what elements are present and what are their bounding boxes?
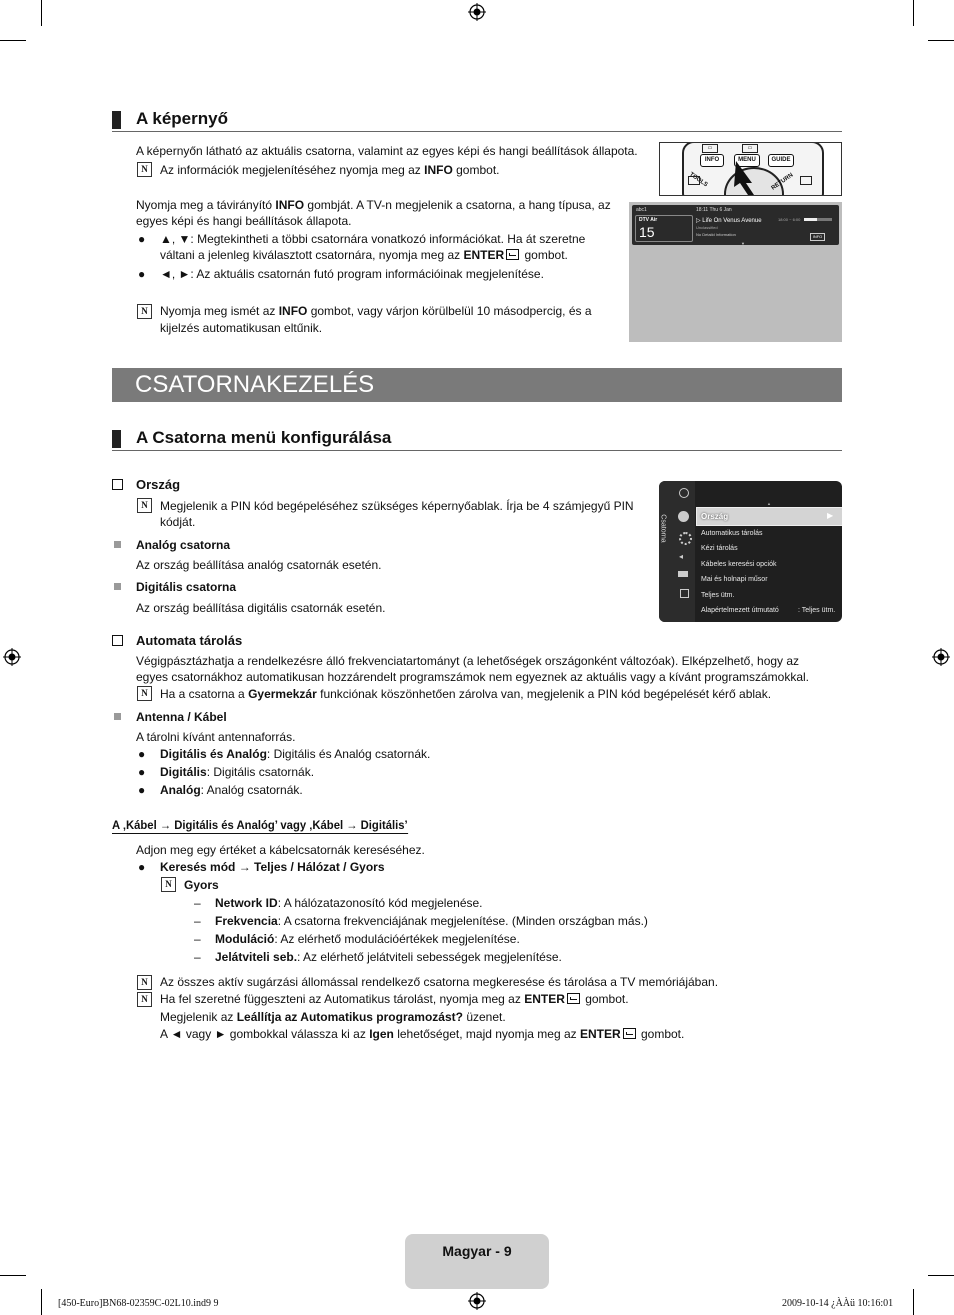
crop-mark (913, 0, 914, 26)
chapter-title: CSATORNAKEZELÉS (135, 371, 375, 398)
chevron-right-icon: ▶ (827, 511, 834, 520)
program-info: No Detaild Information (696, 232, 736, 237)
chevron-down-icon: ▼ (741, 241, 745, 246)
bullet-text: ◄, ►: Az aktuális csatornán futó program információinak megjelenítése. (160, 267, 544, 281)
enter-icon (567, 993, 580, 1004)
paragraph-line: egyes képi és hangi beállítások állapota. (136, 214, 352, 228)
support-icon (680, 589, 689, 598)
bullet-text: Digitális és Analóg: Digitális és Analóg csatornák. (160, 747, 431, 761)
registration-mark-icon (3, 648, 21, 666)
section-marker (112, 430, 121, 448)
bullet-icon: ● (138, 860, 146, 874)
intro-text: A képernyőn látható az aktuális csatorna, valamint az egyes képi és hangi beállítások állapota. (136, 144, 638, 158)
file-info: [450-Euro]BN68-02359C-02L10.ind9 9 (58, 1298, 219, 1309)
dash-text: Jelátviteli seb.: Az elérhető jelátviteli sebességek megjelenítése. (215, 950, 562, 964)
bullet-text: Keresés mód → Teljes / Hálózat / Gyors (160, 860, 385, 874)
enter-icon (623, 1028, 636, 1039)
bullet-icon: ● (138, 747, 146, 761)
square-bullet (114, 541, 121, 548)
time-range: 18:00 ~ 6:00 (778, 217, 801, 222)
input-icon: ◂ (679, 552, 684, 561)
note-text: Megjelenik az Leállítja az Automatikus programozást? üzenet. (160, 1010, 506, 1024)
menu-item-value: : Teljes ütm. (798, 607, 836, 614)
checkbox-bullet (112, 635, 123, 646)
bullet-text: Analóg: Analóg csatornák. (160, 783, 303, 797)
remote-menu-button: MENU (734, 154, 760, 167)
paragraph-line: egyes csatornákhoz automatikusan hozzárendelt programszámok nem egyeznek az aktuális vagy a kívánt programszámokkal. (136, 670, 810, 684)
note-icon: N (161, 877, 176, 892)
program-rating: Unclassified (696, 225, 718, 230)
section-rule (112, 450, 842, 451)
section-rule (112, 131, 842, 132)
note-icon: N (137, 686, 152, 701)
note-text: Gyors (184, 878, 219, 892)
menu-item-label: Ország (701, 512, 729, 521)
paragraph-line: Végigpásztázhatja a rendelkezésre álló frekvenciatartományt (a lehetőségek országonként változóak). Elképzelhető, hogy az (136, 654, 800, 668)
dash-text: Network ID: A hálózatazonosító kód megjelenése. (215, 896, 483, 910)
crop-mark (913, 1289, 914, 1315)
bullet-text: váltani a jelenleg kiválasztott csatornára, nyomja meg az ENTER gombot. (160, 248, 568, 262)
sound-icon (678, 511, 689, 522)
note-text: A ◄ vagy ► gombokkal válassza ki az Igen lehetőséget, majd nyomja meg az ENTER gombot. (160, 1027, 685, 1041)
menu-item-selected (696, 507, 842, 526)
bullet-icon: ● (138, 783, 146, 797)
note-icon: N (137, 162, 152, 177)
crop-mark (41, 1289, 42, 1315)
info-badge: INFO (810, 233, 825, 241)
registration-mark-icon (468, 1292, 486, 1310)
item-text: Az ország beállítása analóg csatornák esetén. (136, 558, 382, 572)
crop-mark (928, 40, 954, 41)
note-text: Az információk megjelenítéséhez nyomja meg az INFO gombot. (160, 163, 500, 177)
square-bullet (114, 713, 121, 720)
remote-small-button (800, 176, 812, 185)
note-text: Nyomja meg ismét az INFO gombot, vagy várjon körülbelül 10 másodpercig, és a (160, 304, 592, 318)
registration-mark-icon (468, 3, 486, 21)
note-text: kijelzés automatikusan eltűnik. (160, 321, 323, 335)
note-text: kódját. (160, 515, 196, 529)
registration-mark-icon (932, 648, 950, 666)
enter-icon (506, 249, 519, 260)
dash-icon: – (194, 950, 201, 964)
channel-name: abc1 (636, 207, 647, 213)
section-title: A képernyő (136, 109, 228, 128)
note-text: Ha fel szeretné függeszteni az Automatikus tárolást, nyomja meg az ENTER gombot. (160, 992, 629, 1006)
tv-menu-screen (659, 481, 842, 622)
cable-heading: A ‚Kábel → Digitális és Analóg’ vagy ‚Kábel → Digitális’ (112, 818, 408, 832)
menu-sidebar-label: Csatorna (659, 514, 667, 543)
note-text: Az összes aktív sugárzási állomással rendelkező csatorna megkeresése és tárolása a TV memóriájában. (160, 975, 719, 989)
pointer-arrow-icon (734, 161, 762, 195)
dash-icon: – (194, 914, 201, 928)
item-text: Az ország beállítása digitális csatornák esetén. (136, 601, 386, 615)
note-icon: N (137, 975, 152, 990)
subsection-title: Ország (136, 477, 181, 492)
dash-text: Moduláció: Az elérhető modulációértékek megjelenítése. (215, 932, 520, 946)
menu-item: Mai és holnapi műsor (701, 576, 768, 583)
checkbox-bullet (112, 479, 123, 490)
date-time: 18:11 Thu 6 Jan (696, 207, 732, 213)
channel-box (635, 215, 693, 242)
chevron-up-icon: ▲ (767, 501, 771, 506)
bullet-text: Digitális: Digitális csatornák. (160, 765, 315, 779)
info-banner (632, 205, 839, 245)
section-title: A Csatorna menü konfigurálása (136, 428, 392, 447)
item-title: Antenna / Kábel (136, 710, 227, 724)
item-text: A tárolni kívánt antennaforrás. (136, 730, 296, 744)
remote-info-button: INFO (700, 154, 724, 167)
dash-icon: – (194, 932, 201, 946)
date-info: 2009-10-14 ¿ÀÀü 10:16:01 (782, 1298, 894, 1309)
note-icon: N (137, 498, 152, 513)
remote-small-button: ▭ (742, 144, 758, 153)
menu-item: Alapértelmezett útmutató (701, 607, 779, 614)
channel-type: DTV Air (639, 217, 658, 223)
paragraph-line: Adjon meg egy értéket a kábelcsatornák kereséséhez. (136, 843, 425, 857)
paragraph-line: Nyomja meg a távirányító INFO gombját. A TV-n megjelenik a csatorna, a hang típusa, az (136, 198, 611, 212)
page-number: Magyar - 9 (442, 1243, 512, 1259)
tv-info-screen (629, 202, 842, 342)
chapter-header (112, 368, 842, 402)
dash-icon: – (194, 896, 201, 910)
menu-item: Kábeles keresési opciók (701, 561, 777, 568)
item-title: Digitális csatorna (136, 580, 237, 594)
bullet-text: ▲, ▼: Megtekintheti a többi csatornára vonatkozó információkat. Ha át szeretne (160, 232, 586, 246)
picture-icon (679, 488, 689, 498)
menu-sidebar (659, 481, 695, 622)
channel-number: 15 (639, 224, 655, 240)
bullet-icon: ● (138, 232, 146, 246)
remote-guide-button: GUIDE (768, 154, 794, 167)
page-number-tab (405, 1234, 549, 1289)
note-text: Megjelenik a PIN kód begépeléséhez szükséges képernyőablak. Írja be 4 számjegyű PIN (160, 499, 634, 513)
crop-mark (0, 1275, 26, 1276)
subsection-title: Automata tárolás (136, 633, 243, 648)
remote-control-image (659, 142, 842, 196)
remote-return-label: RETURN (770, 172, 795, 192)
note-icon: N (137, 992, 152, 1007)
menu-item: Automatikus tárolás (701, 530, 763, 537)
remote-small-button (688, 176, 700, 185)
bullet-icon: ● (138, 267, 146, 281)
bullet-icon: ● (138, 765, 146, 779)
gear-icon (679, 532, 692, 545)
item-title: Analóg csatorna (136, 538, 231, 552)
crop-mark (928, 1275, 954, 1276)
menu-item: Kézi tárolás (701, 545, 738, 552)
square-bullet (114, 583, 121, 590)
progress-fill (804, 218, 817, 221)
crop-mark (41, 0, 42, 26)
application-icon (678, 571, 688, 577)
section-marker (112, 111, 121, 129)
menu-item: Teljes ütm. (701, 592, 735, 599)
crop-mark (0, 40, 26, 41)
program-title: ▷ Life On Venus Avenue (696, 218, 762, 224)
progress-bar (804, 218, 832, 221)
remote-tools-label: TOOLS (688, 171, 709, 189)
note-text: Ha a csatorna a Gyermekzár funkciónak köszönhetően zárolva van, megjelenik a PIN kód begépelését kérő ablak. (160, 687, 772, 701)
dash-text: Frekvencia: A csatorna frekvenciájának megjelenítése. (Minden országban más.) (215, 914, 648, 928)
remote-small-button: ▭ (702, 144, 718, 153)
note-icon: N (137, 304, 152, 319)
